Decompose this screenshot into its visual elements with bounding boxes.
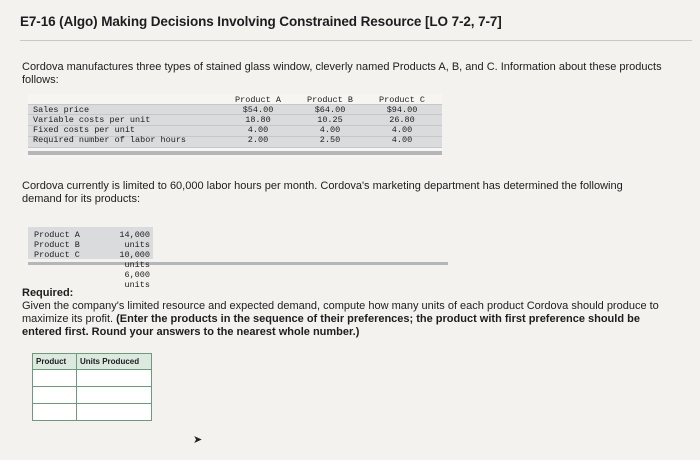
units-input-2[interactable]	[77, 387, 151, 403]
intro-text: Cordova manufactures three types of stained glass window, cleverly named Products A, B, and C. Information about these products follows:	[22, 61, 662, 86]
units-input-3[interactable]	[77, 404, 151, 420]
table-rule	[28, 147, 442, 148]
table-cell: 18.80	[245, 115, 271, 125]
table-cell: 2.50	[319, 135, 341, 145]
answer-header-units: Units Produced	[80, 357, 140, 366]
row-label: Sales price	[33, 105, 90, 115]
column-header: Product C	[379, 95, 425, 105]
product-info-table	[28, 94, 442, 158]
answer-table	[32, 353, 152, 421]
answer-row	[33, 404, 151, 420]
answer-header-product: Product	[33, 354, 77, 369]
column-header: Product A	[235, 95, 281, 105]
title-divider	[20, 40, 692, 41]
row-label: Variable costs per unit	[33, 115, 151, 125]
answer-row	[33, 387, 151, 404]
table-cell: 4.00	[319, 125, 341, 135]
table-cell: 4.00	[391, 125, 413, 135]
column-product-b	[300, 95, 360, 145]
constraint-text: Cordova currently is limited to 60,000 labor hours per month. Cordova's marketing department has determined the following demand for its products:	[22, 180, 623, 205]
demand-product: Product A	[34, 230, 80, 240]
demand-product-labels	[34, 230, 80, 260]
demand-value: 14,000 units	[119, 230, 150, 250]
demand-values	[104, 230, 150, 290]
row-labels	[33, 105, 186, 145]
table-cell: 10.25	[317, 115, 343, 125]
demand-product: Product B	[34, 240, 80, 250]
column-product-a	[228, 95, 288, 145]
required-section	[22, 287, 662, 339]
row-label: Fixed costs per unit	[33, 125, 136, 135]
demand-value: 10,000 units	[119, 250, 150, 270]
required-note: (Enter the products in the sequence of their preferences; the product with first preference should be entered first. Round your answers to the nearest whole number.)	[22, 313, 640, 338]
required-text	[22, 300, 662, 339]
table-cell: 4.00	[391, 135, 413, 145]
table-cell: 26.80	[389, 115, 415, 125]
required-label: Required:	[22, 287, 74, 299]
answer-header-row	[33, 354, 151, 370]
table-cell: 2.00	[247, 135, 269, 145]
mouse-pointer-icon: ➤	[193, 434, 203, 446]
units-input-1[interactable]	[77, 370, 151, 386]
product-input-1[interactable]	[33, 370, 77, 386]
product-input-3[interactable]	[33, 404, 77, 420]
table-cell: 4.00	[247, 125, 269, 135]
demand-table	[28, 225, 448, 290]
demand-product: Product C	[34, 250, 80, 260]
problem-title: E7-16 (Algo) Making Decisions Involving Constrained Resource [LO 7-2, 7-7]	[20, 14, 502, 29]
table-bottom-bar	[28, 262, 448, 265]
row-label: Required number of labor hours	[33, 135, 187, 145]
table-bottom-bar	[28, 151, 442, 155]
product-input-2[interactable]	[33, 387, 77, 403]
column-product-c	[372, 95, 432, 145]
demand-value: 6,000 units	[124, 270, 150, 290]
answer-row	[33, 370, 151, 387]
table-cell: $54.00	[242, 105, 274, 115]
column-header: Product B	[307, 95, 353, 105]
table-cell: $94.00	[386, 105, 418, 115]
table-cell: $64.00	[314, 105, 346, 115]
required-instruction: Given the company's limited resource and expected demand, compute how many units of each product Cordova should produce to maximize its profit.	[22, 300, 659, 325]
